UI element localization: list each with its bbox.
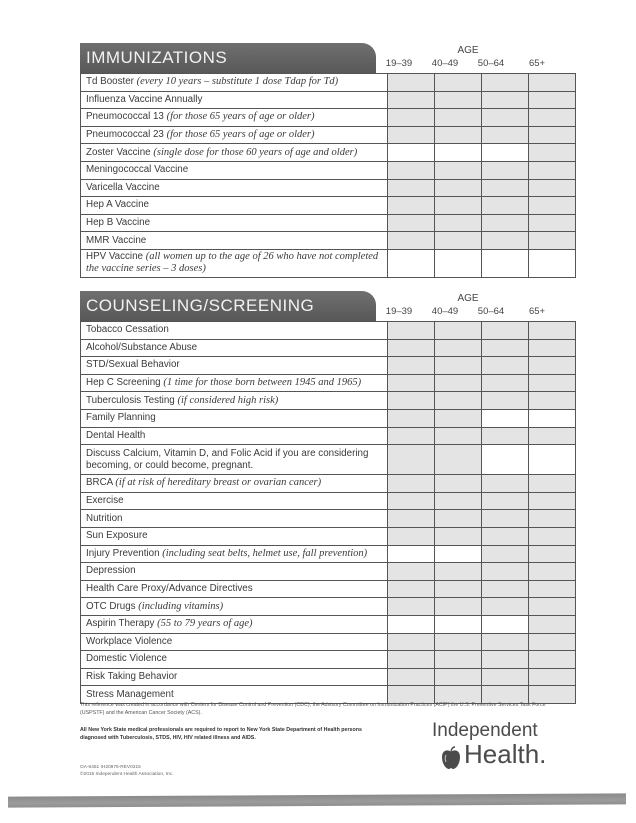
- row-label-note: (every 10 years – substitute 1 dose Tdap for Td): [136, 76, 339, 88]
- row-label: [81, 232, 388, 250]
- age-cell-40-49[interactable]: [435, 615, 482, 633]
- table-row: [81, 232, 576, 250]
- row-label-note: (single dose for those 60 years of age and older): [153, 146, 358, 158]
- age-cell-65-plus[interactable]: [529, 427, 576, 445]
- row-label-text: Health Care Proxy/Advance Directives: [86, 583, 253, 595]
- age-cell-40-49[interactable]: [435, 445, 482, 475]
- table-row: [81, 615, 576, 633]
- age-cell-40-49[interactable]: [435, 475, 482, 493]
- row-label-note: (if at risk of hereditary breast or ovarian cancer): [115, 477, 322, 489]
- age-cell-40-49[interactable]: [435, 322, 482, 340]
- age-cell-40-49[interactable]: [435, 197, 482, 215]
- age-cell-19-39[interactable]: [388, 214, 435, 232]
- age-cell-65-plus[interactable]: [529, 214, 576, 232]
- age-cell-50-64[interactable]: [482, 161, 529, 179]
- age-cell-50-64[interactable]: [482, 598, 529, 616]
- row-label-text: Dental Health: [86, 429, 146, 441]
- age-cell-65-plus[interactable]: [529, 527, 576, 545]
- age-cell-65-plus[interactable]: [529, 510, 576, 528]
- row-label: [81, 109, 388, 127]
- age-cell-40-49[interactable]: [435, 91, 482, 109]
- age-cell-65-plus[interactable]: [529, 109, 576, 127]
- table-row: [81, 409, 576, 427]
- row-label-text: Hep B Vaccine: [86, 217, 151, 229]
- bottom-bar: [8, 793, 626, 807]
- age-cell-65-plus[interactable]: [529, 339, 576, 357]
- age-cell-19-39[interactable]: [388, 409, 435, 427]
- age-cell-65-plus[interactable]: [529, 445, 576, 475]
- age-cell-19-39[interactable]: [388, 492, 435, 510]
- table-row: [81, 580, 576, 598]
- immunizations-rows: [81, 74, 576, 278]
- age-cell-40-49[interactable]: [435, 580, 482, 598]
- age-cell-40-49[interactable]: [435, 510, 482, 528]
- table-row: [81, 109, 576, 127]
- logo-line1: Independent: [432, 720, 538, 741]
- row-label-note: (if considered high risk): [177, 394, 279, 406]
- row-label: [81, 409, 388, 427]
- row-label: [81, 615, 388, 633]
- age-cell-65-plus[interactable]: [529, 126, 576, 144]
- age-cell-19-39[interactable]: [388, 651, 435, 669]
- table-row: [81, 563, 576, 581]
- age-cell-50-64[interactable]: [482, 339, 529, 357]
- table-row: [81, 475, 576, 493]
- age-header: AGE: [457, 45, 479, 56]
- age-cell-19-39[interactable]: [388, 527, 435, 545]
- age-cell-40-49[interactable]: [435, 492, 482, 510]
- form-info: [80, 764, 280, 778]
- table-row: [81, 161, 576, 179]
- row-label: [81, 179, 388, 197]
- age-cell-50-64[interactable]: [482, 232, 529, 250]
- row-label: [81, 161, 388, 179]
- age-cell-19-39[interactable]: [388, 563, 435, 581]
- age-col-19-39: 19–39: [385, 306, 413, 317]
- row-label-text: Stress Management: [86, 688, 174, 700]
- age-cell-40-49[interactable]: [435, 357, 482, 375]
- age-cell-19-39[interactable]: [388, 339, 435, 357]
- age-header: AGE: [457, 293, 479, 304]
- row-label-text: Varicella Vaccine: [86, 181, 160, 193]
- age-cell-40-49[interactable]: [435, 651, 482, 669]
- row-label-note: (for those 65 years of age or older): [166, 111, 315, 123]
- table-row: [81, 74, 576, 92]
- age-cell-19-39[interactable]: [388, 580, 435, 598]
- table-row: [81, 357, 576, 375]
- table-row: [81, 322, 576, 340]
- row-label-text: Alcohol/Substance Abuse: [86, 341, 198, 353]
- table-row: [81, 668, 576, 686]
- age-cell-19-39[interactable]: [388, 374, 435, 392]
- counseling-section: [80, 291, 560, 704]
- table-row: [81, 545, 576, 563]
- table-row: [81, 126, 576, 144]
- table-row: [81, 197, 576, 215]
- row-label: [81, 374, 388, 392]
- age-cell-50-64[interactable]: [482, 527, 529, 545]
- age-cell-65-plus[interactable]: [529, 161, 576, 179]
- immunizations-table: [80, 73, 576, 278]
- row-label-text: Sun Exposure: [86, 530, 148, 542]
- age-cell-40-49[interactable]: [435, 545, 482, 563]
- age-cell-40-49[interactable]: [435, 668, 482, 686]
- age-cell-50-64[interactable]: [482, 427, 529, 445]
- row-label: [81, 197, 388, 215]
- row-label: [81, 545, 388, 563]
- age-cell-65-plus[interactable]: [529, 179, 576, 197]
- row-label: [81, 322, 388, 340]
- copyright: ©2015 Independent Health Association, Inc.: [80, 772, 174, 777]
- age-col-50-64: 50–64: [477, 306, 505, 317]
- age-cell-50-64[interactable]: [482, 144, 529, 162]
- age-cell-19-39[interactable]: [388, 545, 435, 563]
- row-label-text: Tobacco Cessation: [86, 324, 169, 336]
- age-cell-50-64[interactable]: [482, 510, 529, 528]
- row-label: [81, 475, 388, 493]
- table-row: [81, 392, 576, 410]
- age-cell-65-plus[interactable]: [529, 545, 576, 563]
- age-cell-19-39[interactable]: [388, 668, 435, 686]
- age-cell-19-39[interactable]: [388, 249, 435, 277]
- row-label-text: Family Planning: [86, 412, 156, 424]
- age-cell-40-49[interactable]: [435, 144, 482, 162]
- row-label-text: Injury Prevention: [86, 547, 160, 559]
- row-label: [81, 668, 388, 686]
- age-cell-19-39[interactable]: [388, 322, 435, 340]
- row-label-text: Zoster Vaccine: [86, 146, 151, 158]
- age-cell-19-39[interactable]: [388, 126, 435, 144]
- age-cell-65-plus[interactable]: [529, 633, 576, 651]
- row-label: [81, 527, 388, 545]
- age-cell-19-39[interactable]: [388, 445, 435, 475]
- age-cell-40-49[interactable]: [435, 427, 482, 445]
- age-cell-40-49[interactable]: [435, 392, 482, 410]
- age-col-40-49: 40–49: [431, 306, 459, 317]
- row-label: [81, 633, 388, 651]
- age-cell-19-39[interactable]: [388, 392, 435, 410]
- age-cell-50-64[interactable]: [482, 633, 529, 651]
- row-label-text: Exercise: [86, 495, 124, 507]
- row-label-text: BRCA: [86, 477, 113, 489]
- row-label-note: (for those 65 years of age or older): [166, 129, 315, 141]
- immunizations-title: IMMUNIZATIONS: [80, 43, 376, 73]
- row-label-text: OTC Drugs: [86, 600, 136, 612]
- row-label: [81, 427, 388, 445]
- age-cell-50-64[interactable]: [482, 615, 529, 633]
- row-label: [81, 357, 388, 375]
- age-col-65-plus: 65+: [528, 306, 546, 317]
- row-label: [81, 249, 388, 277]
- age-cell-50-64[interactable]: [482, 179, 529, 197]
- age-cell-40-49[interactable]: [435, 633, 482, 651]
- age-col-50-64: 50–64: [477, 58, 505, 69]
- row-label-text: Risk Taking Behavior: [86, 670, 178, 682]
- table-row: [81, 651, 576, 669]
- age-cell-50-64[interactable]: [482, 563, 529, 581]
- age-cell-50-64[interactable]: [482, 409, 529, 427]
- row-label: [81, 563, 388, 581]
- row-label: [81, 492, 388, 510]
- age-cell-50-64[interactable]: [482, 249, 529, 277]
- table-row: [81, 144, 576, 162]
- age-cell-65-plus[interactable]: [529, 374, 576, 392]
- age-cell-50-64[interactable]: [482, 109, 529, 127]
- age-cell-50-64[interactable]: [482, 197, 529, 215]
- counseling-rows: [81, 322, 576, 704]
- age-cell-65-plus[interactable]: [529, 409, 576, 427]
- age-cell-50-64[interactable]: [482, 651, 529, 669]
- row-label-note: (all women up to the age of 26 who have not completed the vaccine series – 3 doses): [86, 251, 379, 275]
- age-cell-40-49[interactable]: [435, 109, 482, 127]
- age-cell-19-39[interactable]: [388, 161, 435, 179]
- age-columns: [376, 306, 560, 317]
- age-cell-40-49[interactable]: [435, 214, 482, 232]
- age-cell-50-64[interactable]: [482, 322, 529, 340]
- row-label-text: Aspirin Therapy: [86, 618, 155, 630]
- row-label-text: HPV Vaccine: [86, 251, 143, 263]
- age-cell-65-plus[interactable]: [529, 668, 576, 686]
- row-label: [81, 580, 388, 598]
- age-cell-50-64[interactable]: [482, 545, 529, 563]
- reference-note: This reference was created in accordance with Centers for Disease Control and Prevention (CDC), the Advisory Committee on Immunization Practices (ACIP) the U.S. Preventive Services Task Force (USPSTF) and the American Cancer Society (ACS).: [80, 702, 546, 716]
- row-label-text: MMR Vaccine: [86, 234, 147, 246]
- age-cell-50-64[interactable]: [482, 74, 529, 92]
- age-cell-19-39[interactable]: [388, 357, 435, 375]
- row-label-text: Discuss Calcium, Vitamin D, and Folic Acid if you are considering becoming, or could become, pregnant.: [86, 447, 369, 471]
- age-cell-50-64[interactable]: [482, 475, 529, 493]
- row-label-text: Tuberculosis Testing: [86, 394, 175, 406]
- age-cell-19-39[interactable]: [388, 232, 435, 250]
- table-row: [81, 374, 576, 392]
- row-label: [81, 144, 388, 162]
- age-cell-65-plus[interactable]: [529, 74, 576, 92]
- age-cell-50-64[interactable]: [482, 668, 529, 686]
- reporting-note: All New York State medical professionals are required to report to New York State Department of Health persons diagnosed with Tuberculosis, STDS, HIV, HIV related illness and AIDS.: [80, 727, 362, 741]
- table-row: [81, 445, 576, 475]
- age-cell-65-plus[interactable]: [529, 197, 576, 215]
- table-row: [81, 339, 576, 357]
- row-label: [81, 339, 388, 357]
- table-row: [81, 492, 576, 510]
- immunizations-section: [80, 43, 560, 278]
- age-cell-19-39[interactable]: [388, 179, 435, 197]
- logo-line2: Health.: [464, 739, 547, 769]
- table-row: [81, 510, 576, 528]
- table-row: [81, 91, 576, 109]
- table-row: [81, 214, 576, 232]
- row-label-text: Hep A Vaccine: [86, 199, 149, 211]
- age-cell-65-plus[interactable]: [529, 249, 576, 277]
- age-cell-65-plus[interactable]: [529, 357, 576, 375]
- age-cell-65-plus[interactable]: [529, 392, 576, 410]
- age-cell-65-plus[interactable]: [529, 232, 576, 250]
- row-label-note: (including vitamins): [138, 600, 224, 612]
- age-cell-50-64[interactable]: [482, 91, 529, 109]
- row-label-text: Td Booster: [86, 76, 134, 88]
- age-cell-19-39[interactable]: [388, 475, 435, 493]
- age-cell-19-39[interactable]: [388, 144, 435, 162]
- row-label-text: Pneumococcal 23: [86, 129, 164, 141]
- age-cell-65-plus[interactable]: [529, 651, 576, 669]
- counseling-header: [80, 291, 560, 321]
- age-columns: [376, 58, 560, 69]
- row-label: [81, 392, 388, 410]
- age-cell-40-49[interactable]: [435, 563, 482, 581]
- age-cell-50-64[interactable]: [482, 214, 529, 232]
- age-cell-50-64[interactable]: [482, 445, 529, 475]
- age-cell-19-39[interactable]: [388, 615, 435, 633]
- age-cell-40-49[interactable]: [435, 527, 482, 545]
- age-col-40-49: 40–49: [431, 58, 459, 69]
- row-label-text: Depression: [86, 565, 136, 577]
- row-label-text: Meningococcal Vaccine: [86, 164, 189, 176]
- age-cell-65-plus[interactable]: [529, 91, 576, 109]
- row-label-text: Pneumococcal 13: [86, 111, 164, 123]
- independent-health-logo: [432, 720, 562, 778]
- age-col-19-39: 19–39: [385, 58, 413, 69]
- table-row: [81, 427, 576, 445]
- row-label-text: STD/Sexual Behavior: [86, 359, 180, 371]
- table-row: [81, 527, 576, 545]
- age-cell-65-plus[interactable]: [529, 144, 576, 162]
- row-label: [81, 598, 388, 616]
- row-label: [81, 74, 388, 92]
- table-row: [81, 249, 576, 277]
- row-label: [81, 651, 388, 669]
- table-row: [81, 633, 576, 651]
- age-cell-19-39[interactable]: [388, 427, 435, 445]
- row-label-text: Workplace Violence: [86, 635, 173, 647]
- age-cell-65-plus[interactable]: [529, 475, 576, 493]
- row-label-note: (including seat belts, helmet use, fall prevention): [162, 547, 368, 559]
- age-cell-50-64[interactable]: [482, 357, 529, 375]
- form-code: OA-6451 IH20976-REV0315: [80, 765, 141, 770]
- age-cell-50-64[interactable]: [482, 392, 529, 410]
- row-label-note: (1 time for those born between 1945 and 1965): [163, 377, 362, 389]
- age-cell-65-plus[interactable]: [529, 615, 576, 633]
- age-cell-65-plus[interactable]: [529, 580, 576, 598]
- age-cell-65-plus[interactable]: [529, 563, 576, 581]
- table-row: [81, 598, 576, 616]
- age-cell-40-49[interactable]: [435, 179, 482, 197]
- age-cell-40-49[interactable]: [435, 374, 482, 392]
- row-label-note: (55 to 79 years of age): [157, 618, 253, 630]
- age-cell-19-39[interactable]: [388, 598, 435, 616]
- age-cell-40-49[interactable]: [435, 161, 482, 179]
- counseling-table: [80, 321, 576, 704]
- age-cell-19-39[interactable]: [388, 91, 435, 109]
- row-label: [81, 214, 388, 232]
- age-cell-65-plus[interactable]: [529, 322, 576, 340]
- age-cell-50-64[interactable]: [482, 492, 529, 510]
- age-cell-65-plus[interactable]: [529, 492, 576, 510]
- row-label: [81, 445, 388, 475]
- row-label: [81, 126, 388, 144]
- row-label: [81, 91, 388, 109]
- counseling-title: COUNSELING/SCREENING: [80, 291, 376, 321]
- age-cell-40-49[interactable]: [435, 249, 482, 277]
- apple-icon: [440, 746, 462, 770]
- age-cell-50-64[interactable]: [482, 580, 529, 598]
- age-cell-65-plus[interactable]: [529, 598, 576, 616]
- row-label: [81, 510, 388, 528]
- age-cell-19-39[interactable]: [388, 510, 435, 528]
- age-cell-50-64[interactable]: [482, 126, 529, 144]
- age-cell-40-49[interactable]: [435, 339, 482, 357]
- age-cell-19-39[interactable]: [388, 74, 435, 92]
- age-cell-40-49[interactable]: [435, 409, 482, 427]
- row-label-text: Influenza Vaccine Annually: [86, 93, 203, 105]
- row-label-text: Hep C Screening: [86, 377, 161, 389]
- age-cell-19-39[interactable]: [388, 109, 435, 127]
- age-cell-40-49[interactable]: [435, 74, 482, 92]
- age-col-65-plus: 65+: [528, 58, 546, 69]
- row-label-text: Nutrition: [86, 512, 123, 524]
- age-cell-40-49[interactable]: [435, 598, 482, 616]
- age-cell-19-39[interactable]: [388, 197, 435, 215]
- table-row: [81, 179, 576, 197]
- age-cell-40-49[interactable]: [435, 126, 482, 144]
- age-cell-50-64[interactable]: [482, 374, 529, 392]
- age-cell-19-39[interactable]: [388, 633, 435, 651]
- age-cell-40-49[interactable]: [435, 232, 482, 250]
- row-label-text: Domestic Violence: [86, 653, 167, 665]
- immunizations-header: [80, 43, 560, 73]
